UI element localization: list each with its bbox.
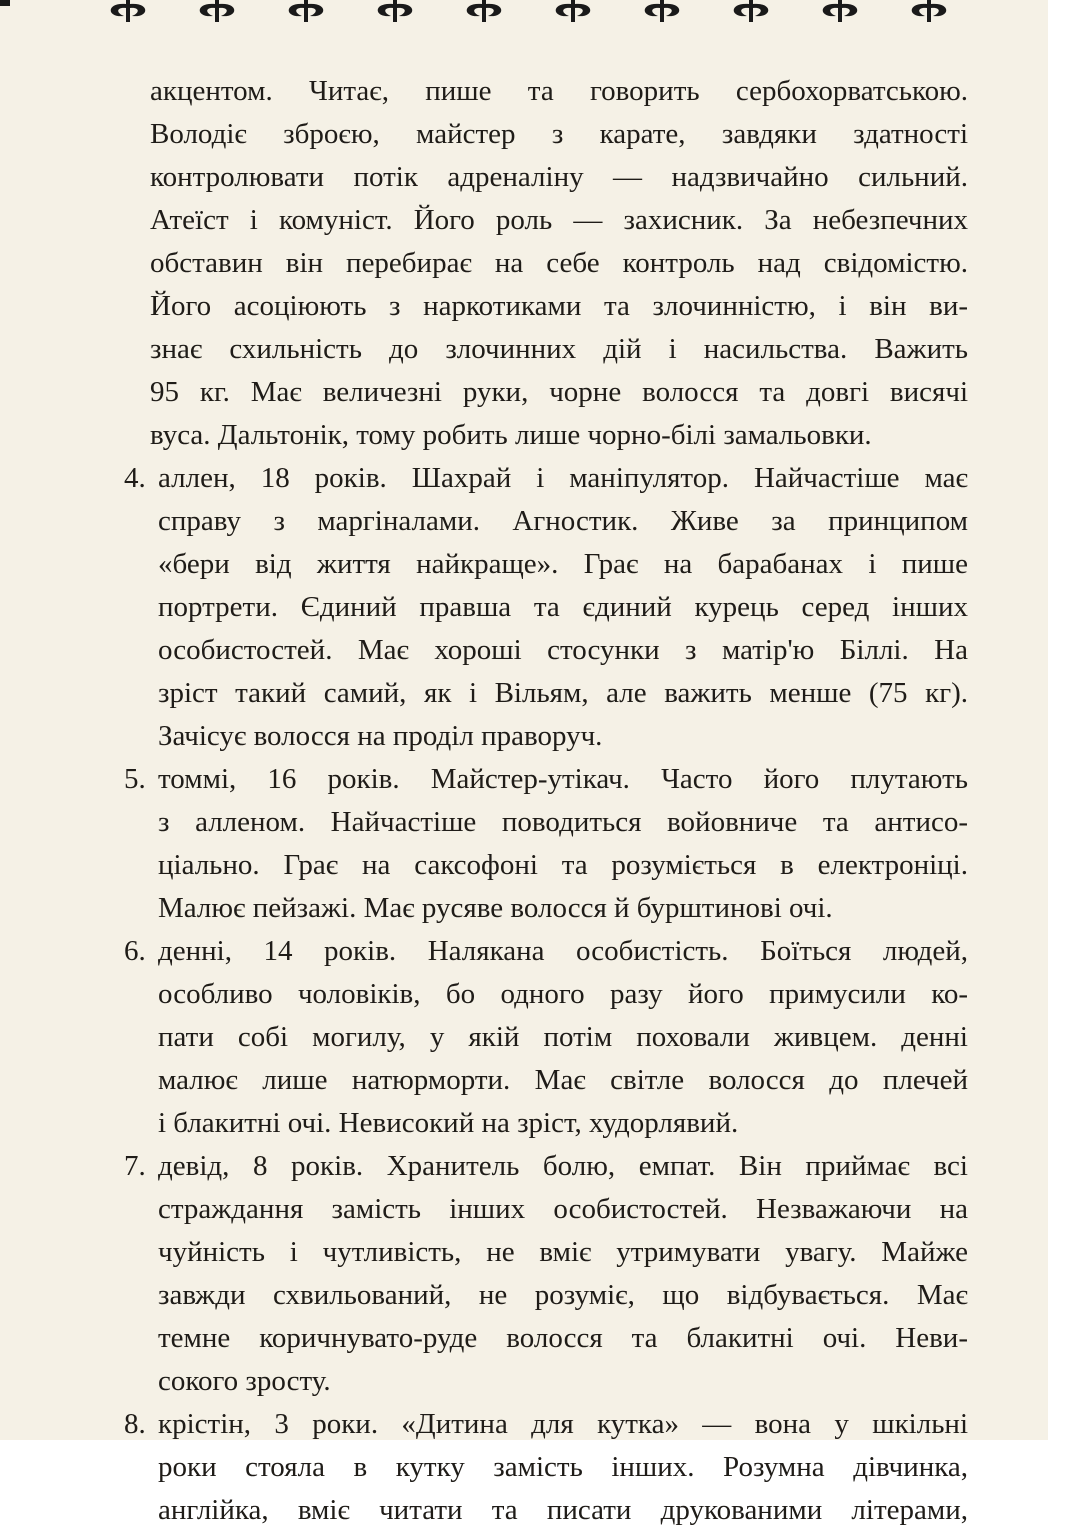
fleuron-icon bbox=[823, 0, 858, 22]
fleuron-icon bbox=[645, 0, 680, 22]
fleuron-icon bbox=[734, 0, 769, 22]
fleuron-icon bbox=[912, 0, 947, 22]
text-line: знає схильність до злочинних дій і насильства. Важить bbox=[150, 333, 968, 365]
fleuron-icon bbox=[289, 0, 324, 22]
ornament-edge-mark bbox=[0, 0, 10, 6]
text-line: 95 кг. Має величезні руки, чорне волосся та довгі висячі bbox=[150, 376, 968, 408]
text-line: Зачісує волосся на проділ праворуч. bbox=[158, 720, 603, 752]
fleuron-icon bbox=[111, 0, 146, 22]
text-line: Його асоціюють з наркотиками та злочинністю, і він ви- bbox=[150, 290, 968, 322]
text-line: справу з маргіналами. Агностик. Живе за принципом bbox=[158, 505, 968, 537]
fleuron-icon bbox=[378, 0, 413, 22]
list-item bbox=[124, 930, 968, 1145]
list-item bbox=[124, 758, 968, 930]
text-line: «бери від життя найкраще». Грає на барабанах і пише bbox=[158, 548, 968, 580]
list-item bbox=[124, 1403, 968, 1532]
fleuron-icon bbox=[467, 0, 502, 22]
text-line: акцентом. Читає, пише та говорить сербохорватською. bbox=[150, 75, 968, 107]
text-line: роки стояла в кутку замість інших. Розумна дівчинка, bbox=[158, 1451, 968, 1483]
intro-paragraph bbox=[150, 70, 968, 457]
text-line: пати собі могилу, у якій потім поховали живцем. денні bbox=[158, 1021, 968, 1053]
text-line: темне коричнувато-руде волосся та блакитні очі. Неви- bbox=[158, 1322, 968, 1354]
text-line: Малює пейзажі. Має русяве волосся й бурштинові очі. bbox=[158, 892, 833, 924]
item-number: 8. bbox=[124, 1408, 146, 1440]
text-line: зріст такий самий, як і Вільям, але важить менше (75 кг). bbox=[158, 677, 968, 709]
page-text bbox=[124, 70, 968, 1532]
text-line: томмі, 16 років. Майстер-утікач. Часто його плутають bbox=[158, 763, 968, 795]
text-line: особливо чоловіків, бо одного разу його примусили ко- bbox=[158, 978, 968, 1010]
text-line: контролювати потік адреналіну — надзвичайно сильний. bbox=[150, 161, 968, 193]
text-line: особистостей. Має хороші стосунки з матір'ю Біллі. На bbox=[158, 634, 968, 666]
text-line: аллен, 18 років. Шахрай і маніпулятор. Найчастіше має bbox=[158, 462, 968, 494]
ornament-border bbox=[0, 0, 1048, 24]
text-line: і блакитні очі. Невисокий на зріст, худорлявий. bbox=[158, 1107, 739, 1139]
item-number: 7. bbox=[124, 1150, 146, 1182]
text-line: малює лише натюрморти. Має світле волосся до плечей bbox=[158, 1064, 968, 1096]
text-line: чуйність і чутливість, не вміє утримувати увагу. Майже bbox=[158, 1236, 968, 1268]
text-line: портрети. Єдиний правша та єдиний курець серед інших bbox=[158, 591, 968, 623]
text-line: обставин він перебирає на себе контроль над свідомістю. bbox=[150, 247, 968, 279]
fleuron-icon bbox=[200, 0, 235, 22]
fleuron-icon bbox=[556, 0, 591, 22]
text-line: страждання замість інших особистостей. Незважаючи на bbox=[158, 1193, 968, 1225]
text-line: завжди схвильований, не розуміє, що відбувається. Має bbox=[158, 1279, 968, 1311]
numbered-list bbox=[124, 457, 968, 1532]
list-item bbox=[124, 457, 968, 758]
text-line: денні, 14 років. Налякана особистість. Боїться людей, bbox=[158, 935, 968, 967]
text-line: ціально. Грає на саксофоні та розуміється в електроніці. bbox=[158, 849, 968, 881]
list-item bbox=[124, 1145, 968, 1403]
text-line: з алленом. Найчастіше поводиться войовниче та антисо- bbox=[158, 806, 968, 838]
page-margin bbox=[1048, 0, 1080, 1440]
text-line: Володіє зброєю, майстер з карате, завдяки здатності bbox=[150, 118, 968, 150]
item-number: 6. bbox=[124, 935, 146, 967]
item-number: 4. bbox=[124, 462, 146, 494]
text-line: крістін, 3 роки. «Дитина для кутка» — вона у шкільні bbox=[158, 1408, 968, 1440]
text-line: вуса. Дальтонік, тому робить лише чорно-білі замальовки. bbox=[150, 419, 872, 451]
text-line: Атеїст і комуніст. Його роль — захисник. За небезпечних bbox=[150, 204, 968, 236]
text-line: сокого зросту. bbox=[158, 1365, 331, 1397]
text-line: девід, 8 років. Хранитель болю, емпат. Він приймає всі bbox=[158, 1150, 968, 1182]
item-number: 5. bbox=[124, 763, 146, 795]
text-line: англійка, вміє читати та писати друкованими літерами, bbox=[158, 1494, 968, 1526]
